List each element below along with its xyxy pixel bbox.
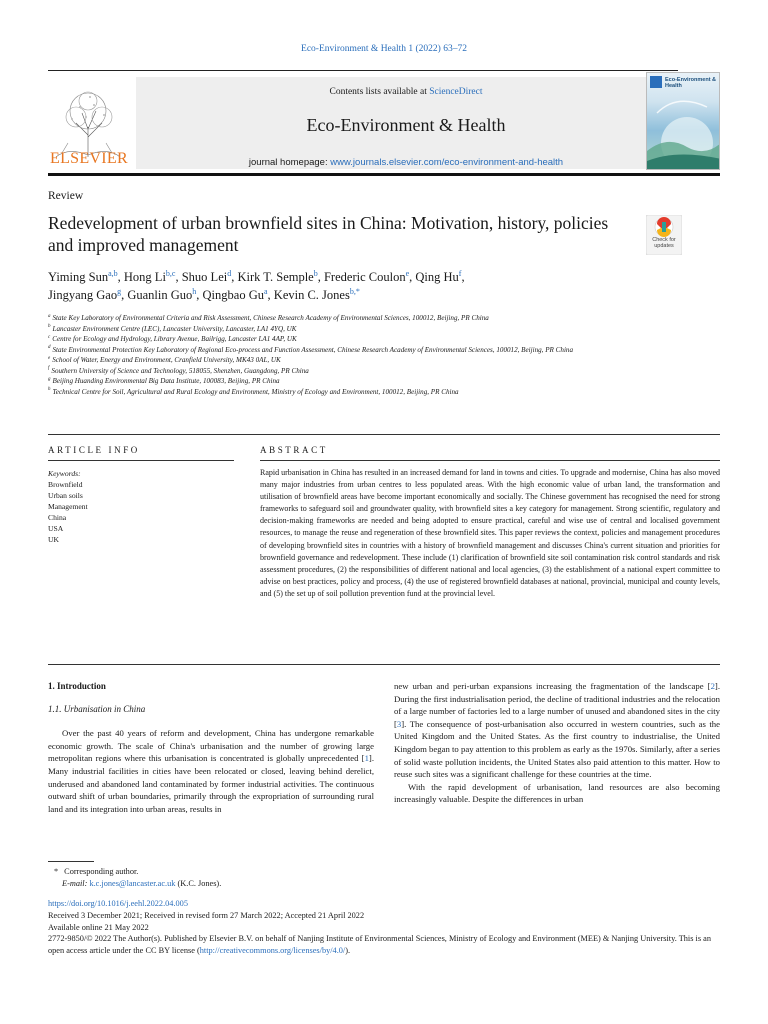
author-affiliation-marker[interactable]: d (227, 268, 232, 278)
author-name[interactable]: Kirk T. Semple (237, 270, 314, 284)
author-name[interactable]: Jingyang Gao (48, 288, 118, 302)
body-left-column (48, 680, 374, 815)
journal-homepage (136, 157, 676, 168)
elsevier-wordmark: ELSEVIER (50, 150, 128, 167)
affiliation-item (48, 334, 688, 345)
license-statement: 2772-9850/© 2022 The Author(s). Published by Elsevier B.V. on behalf of Nanjing Institute of Environmental Sciences, Ministry of Ecology and Environment (MEE) & Nanjing University. This is an open access article under the CC BY license (http://creativecommons.org/licenses/by/4.0/). (48, 934, 711, 956)
masthead-top-rule (48, 70, 678, 71)
article-info-heading: ARTICLE INFO (48, 445, 140, 455)
history-dates: Received 3 December 2021; Received in revised form 27 March 2022; Accepted 21 April 2022 (48, 910, 365, 920)
author-list (48, 268, 688, 304)
section-title: 1. Introduction (48, 681, 106, 691)
sciencedirect-link[interactable]: ScienceDirect (429, 87, 483, 97)
email-link[interactable]: k.c.jones@lancaster.ac.uk (89, 879, 176, 888)
contents-line (136, 87, 676, 97)
contents-prefix: Contents lists available at (329, 87, 430, 97)
body-right-column (394, 680, 720, 806)
email-note: E-mail: k.c.jones@lancaster.ac.uk (K.C. Jones). (62, 879, 222, 888)
author-name[interactable]: Qing Hu (415, 270, 459, 284)
affiliation-text: Lancaster Environment Centre (LEC), Lancaster University, Lancaster, LA1 4YQ, UK (52, 324, 297, 333)
keywords-list (48, 479, 228, 545)
reference-link[interactable]: 3 (396, 718, 402, 729)
author-affiliation-marker[interactable]: b,* (349, 286, 360, 296)
keyword-item: Management (48, 502, 88, 511)
author-affiliation-marker[interactable]: e (405, 268, 410, 278)
abstract-heading: ABSTRACT (260, 445, 328, 455)
article-type: Review (48, 190, 84, 202)
author-separator: , (317, 270, 324, 284)
footnote-rule (48, 861, 94, 862)
author-affiliation-marker[interactable]: g (117, 286, 122, 296)
author-separator: , (231, 270, 238, 284)
author-affiliation-marker[interactable]: h (192, 286, 197, 296)
keyword-item: Urban soils (48, 491, 83, 500)
article-metadata (48, 898, 720, 957)
affiliation-text: Technical Centre for Soil, Agricultural and Rural Ecology and Environment, Ministry of Ecology and Environment, 100012, Beijing, PR China (52, 387, 459, 396)
keyword-item: Brownfield (48, 480, 83, 489)
author-separator: , (117, 270, 124, 284)
author-name[interactable]: Yiming Sun (48, 270, 109, 284)
journal-title: Eco-Environment & Health (306, 115, 506, 135)
reference-link[interactable]: 1 (364, 753, 369, 764)
author-name[interactable]: Frederic Coulon (323, 270, 406, 284)
subsection-title: 1.1. Urbanisation in China (48, 703, 146, 714)
affiliation-key: e (48, 355, 51, 361)
affiliation-key: g (48, 376, 51, 382)
journal-cover-thumbnail[interactable] (646, 72, 720, 170)
keyword-item: USA (48, 524, 64, 533)
journal-reference[interactable]: Eco-Environment & Health 1 (2022) 63–72 (301, 44, 467, 54)
affiliation-list (48, 313, 688, 397)
affiliation-item (48, 355, 688, 366)
masthead-bottom-rule (48, 173, 720, 176)
affiliation-key: h (48, 387, 51, 393)
affiliation-item (48, 324, 688, 335)
affiliation-key: f (48, 366, 50, 372)
author-name[interactable]: Qingbao Gu (202, 288, 264, 302)
article-title: Redevelopment of urban brownfield sites in China: Motivation, history, policies and improved management (48, 213, 609, 255)
author-affiliation-marker[interactable]: a (263, 286, 268, 296)
homepage-prefix: journal homepage: (248, 157, 331, 168)
article-info-rule (48, 460, 234, 461)
author-affiliation-marker[interactable]: b,c (165, 268, 176, 278)
affiliation-key: d (48, 345, 51, 351)
affiliation-item (48, 345, 688, 356)
abstract-text: Rapid urbanisation in China has resulted in an increased demand for land in towns and cities. To upgrade and modernise, China has also moved many major industries from urban centres to less populated areas. With the high economic value of urban land, the transformation and utilisation of brownfield areas have become important economically and socially. The Chinese government has recognised the need for strong frameworks to safeguard soil and groundwater quality, with brownfield sites a key category for management. Strong scientific, regulatory and decision-making frameworks are needed and being adopted to ensure practical, careful and wise use of central and localised government resources, to manage the reuse and regeneration of these brownfield sites. This paper reviews the context, policies and management procedures of developing brownfield sites in countries with a history of brownfield management and discusses China's current situation and priorities for brownfield governance and redevelopment. These include (1) clarification of brownfield site soil contamination risk control standards and risk assessment procedures, (2) the responsibilities of different national and local agencies, (3) the establishment of a national expert committee to advise on best practices, policy and process, (4) the use of registered brownfield databases at national, provincial, municipal and county levels, and (5) the set up of soil pollution prevention fund at the provincial level. (260, 468, 720, 598)
author-affiliation-marker[interactable]: a,b (108, 268, 118, 278)
affiliation-key: c (48, 334, 51, 340)
crossmark-label: Check for updates (652, 237, 676, 249)
keyword-item: China (48, 513, 67, 522)
corresponding-author-note: * Corresponding author. (54, 867, 139, 876)
cover-title: Eco-Environment & Health (665, 77, 717, 89)
author-name[interactable]: Guanlin Guo (127, 288, 193, 302)
affiliation-item (48, 366, 688, 377)
journal-banner (136, 77, 676, 169)
masthead (48, 70, 720, 170)
crossmark-icon[interactable] (646, 215, 682, 255)
author-separator: , (461, 270, 465, 284)
affiliation-text: State Key Laboratory of Environmental Criteria and Risk Assessment, Chinese Research Academy of Environmental Sciences, 100012, Beijing, PR China (52, 314, 489, 322)
author-affiliation-marker[interactable]: f (458, 268, 462, 278)
online-date: Available online 21 May 2022 (48, 922, 149, 932)
affiliation-item (48, 313, 688, 324)
abstract-rule (260, 460, 720, 461)
author-separator: , (409, 270, 416, 284)
affiliation-item (48, 376, 688, 387)
article-info-top-rule (48, 434, 720, 435)
affiliation-text: School of Water, Energy and Environment, Cranfield University, MK43 0AL, UK (52, 356, 281, 364)
abstract-bottom-rule (48, 664, 720, 665)
author-name[interactable]: Hong Li (123, 270, 166, 284)
author-name[interactable]: Kevin C. Jones (273, 288, 350, 302)
affiliation-text: Centre for Ecology and Hydrology, Library Avenue, Bailrigg, Lancaster LA1 4AP, UK (52, 335, 297, 343)
author-separator: , (196, 288, 203, 302)
keyword-item: UK (48, 535, 59, 544)
affiliation-text: Beijing Huanding Environmental Big Data Institute, 100083, Beijing, PR China (52, 377, 280, 385)
keywords-block (48, 468, 228, 545)
author-separator: , (175, 270, 182, 284)
reference-link[interactable]: 2 (710, 681, 715, 691)
body-paragraph: Over the past 40 years of reform and development, China has undergone remarkable economic growth. The scale of China's urbanisation and the number of growing large metropolitan regions where this urbanisation is concentrated is globally unprecedented [1]. Many industrial facilities in cities have been relocated or closed, leaving behind derelict, underused and abandoned land contaminated by former industrial activities. The continuous outward shift of urban boundaries, primarily through the expropriation of surrounding rural land and its integration into urban areas, results in (48, 728, 374, 814)
author-separator: , (121, 288, 128, 302)
homepage-link[interactable]: www.journals.elsevier.com/eco-environment-and-health (330, 157, 564, 168)
author-separator: , (267, 288, 274, 302)
author-affiliation-marker[interactable]: b (313, 268, 318, 278)
body-paragraph: With the rapid development of urbanisation, land resources are also becoming increasingly valuable. Despite the differences in urban (394, 781, 720, 805)
affiliation-text: State Environmental Protection Key Laboratory of Regional Eco-process and Function Assessment, Chinese Research Academy of Environmental Sciences, 100012, Beijing, PR China (52, 345, 574, 354)
affiliation-item (48, 387, 688, 398)
affiliation-key: b (48, 324, 51, 330)
license-link[interactable]: http://creativecommons.org/licenses/by/4.0/ (199, 946, 346, 956)
body-paragraph: new urban and peri-urban expansions increasing the fragmentation of the landscape [2]. During the first industrialisation period, the decline of traditional industries and the relocation of a large number of factories led to a large number of unused and abandoned sites in the city [3]. The consequence of post-urbanisation also occurred in western countries, such as the United Kingdom and the United States. As the first country to industrialise, the United Kingdom began to pay attention to this problem as early as the 1970s. Similarly, after a series of solid waste pollution incidents, the United States also paid attention to this matter. How to reuse such sites was a significant challenge for these countries at the time. (394, 681, 720, 780)
keywords-label: Keywords: (48, 469, 81, 478)
affiliation-key: a (48, 313, 51, 319)
author-name[interactable]: Shuo Lei (181, 270, 228, 284)
doi-link[interactable]: https://doi.org/10.1016/j.eehl.2022.04.005 (48, 899, 188, 908)
footnotes (48, 866, 378, 890)
affiliation-text: Southern University of Science and Technology, 518055, Shenzhen, Guangdong, PR China (51, 366, 309, 375)
